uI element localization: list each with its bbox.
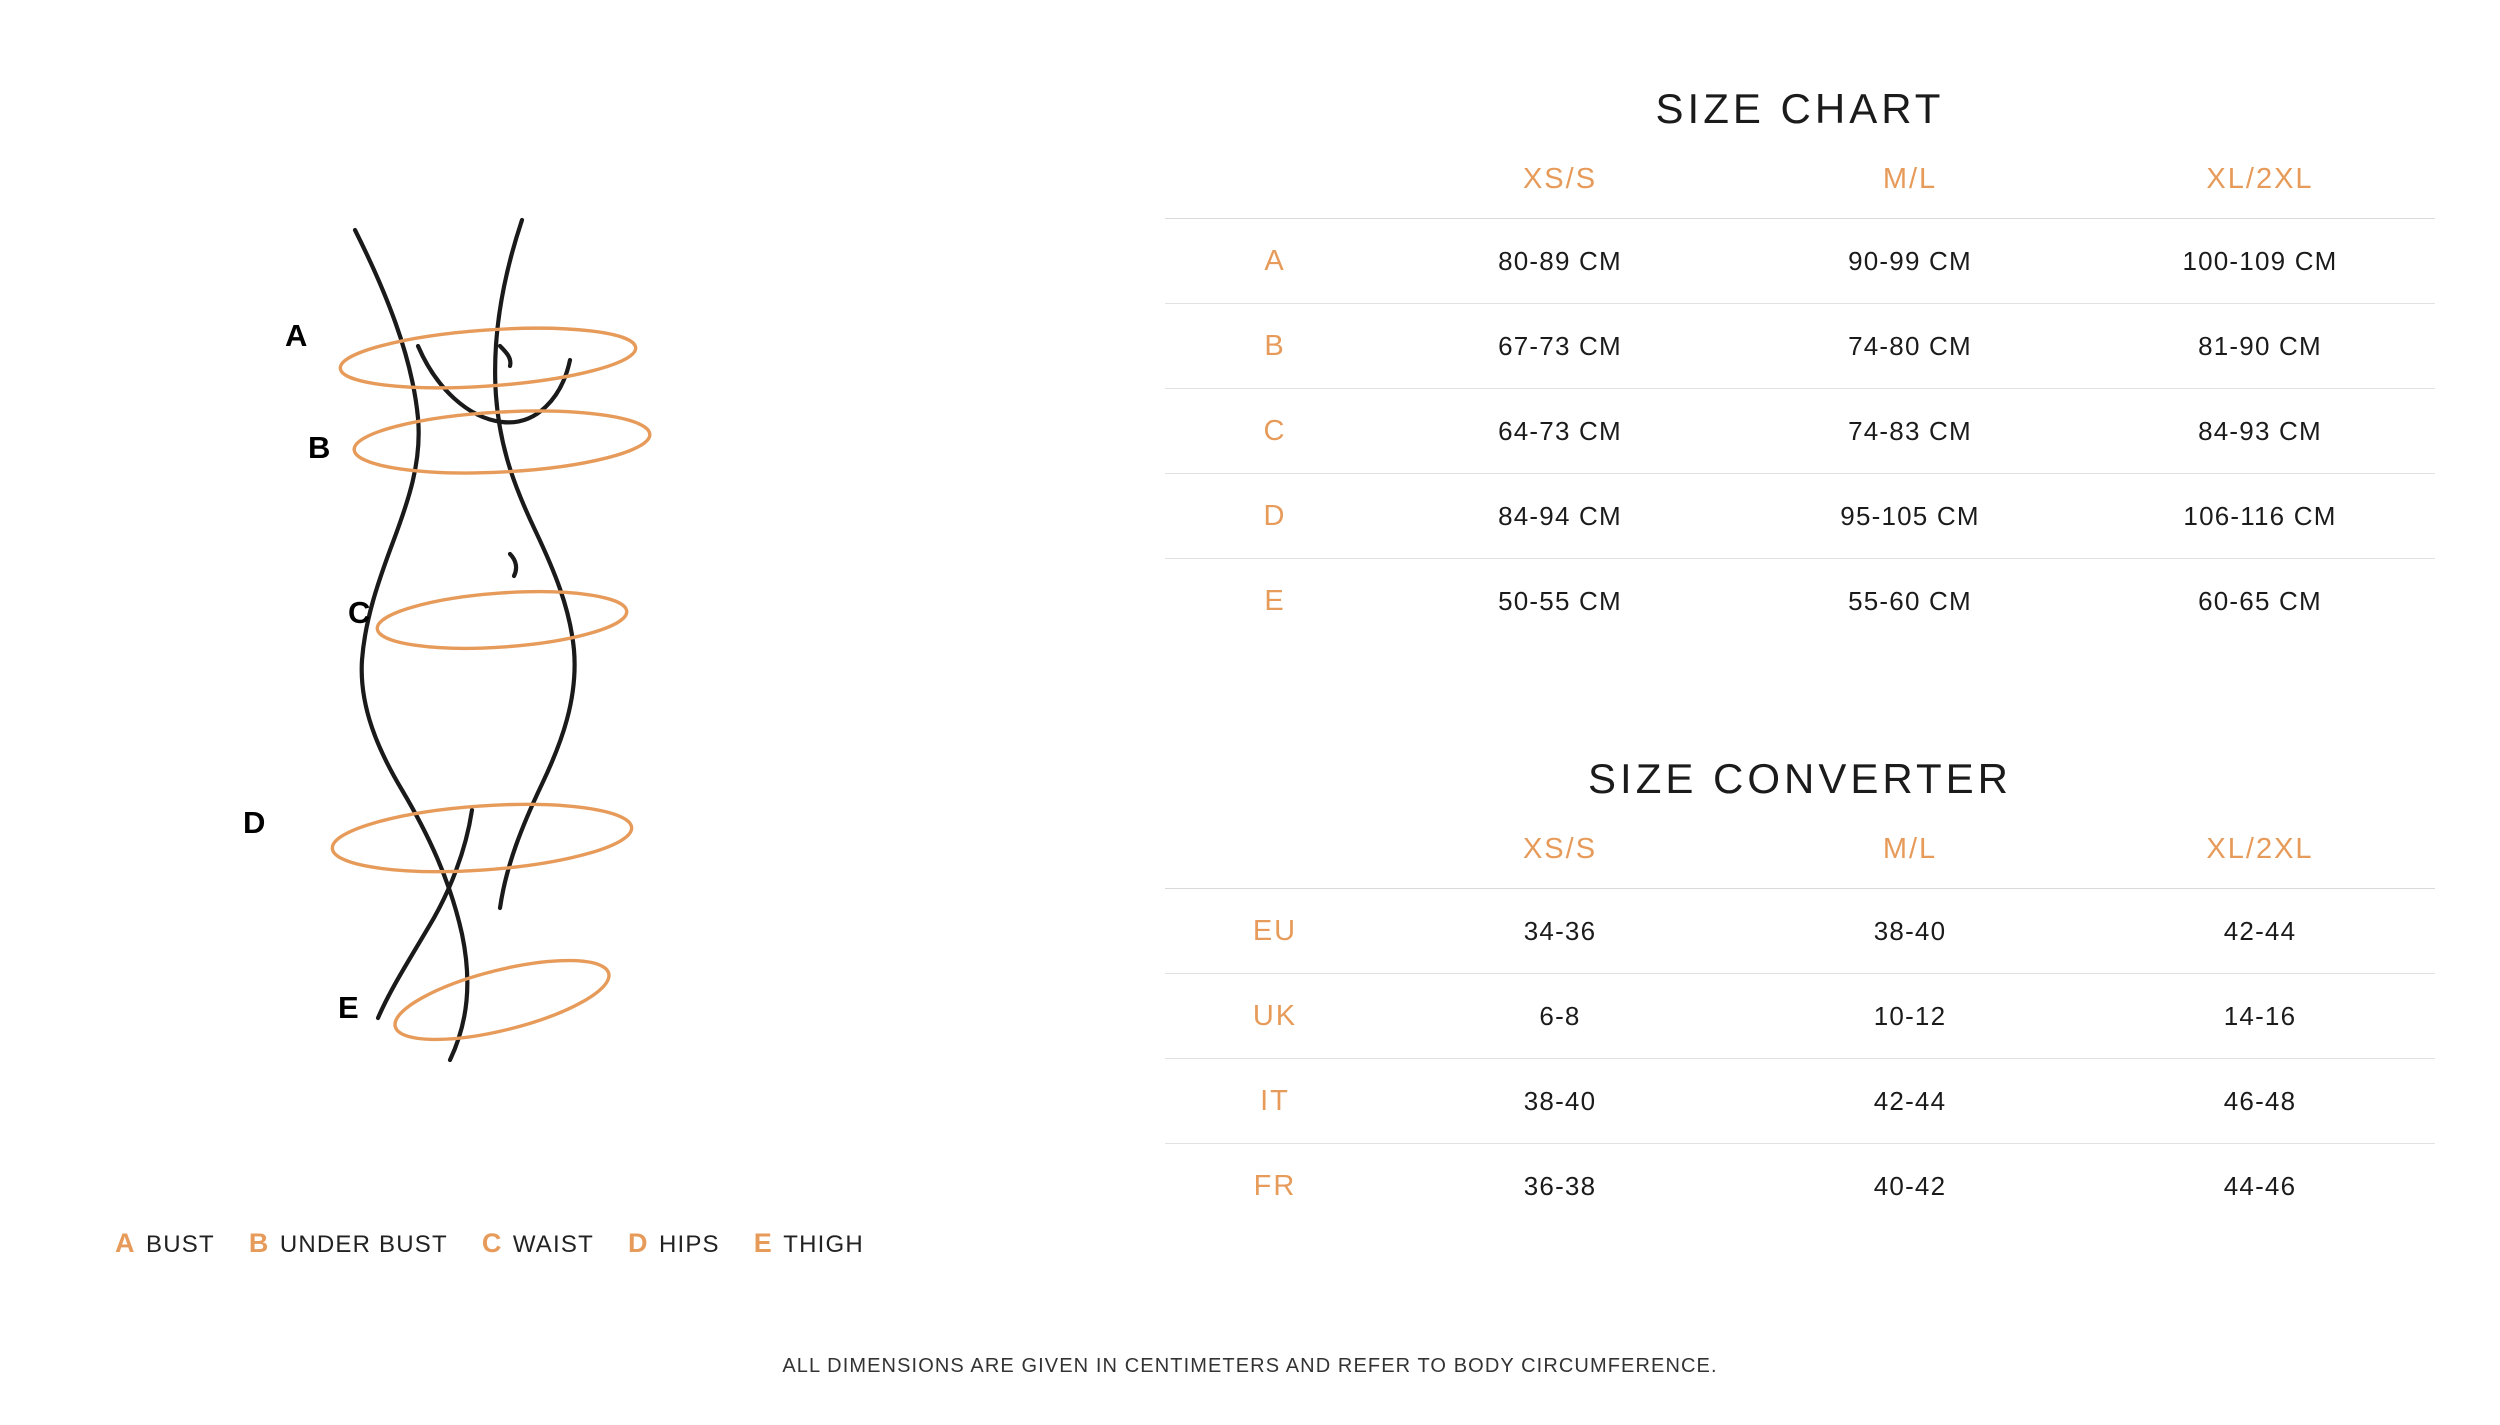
table-row — [1165, 474, 2435, 559]
table-row — [1165, 889, 2435, 974]
cell: 34-36 — [1385, 889, 1735, 974]
cell: 100-109 CM — [2085, 219, 2435, 304]
figure-marker-c: C — [348, 595, 372, 630]
size-chart-col-2: M/L — [1735, 133, 2085, 219]
size-converter-col-1: XS/S — [1385, 803, 1735, 889]
cell: 74-83 CM — [1735, 389, 2085, 474]
row-label: EU — [1165, 889, 1385, 974]
size-chart-table — [1165, 133, 2435, 643]
cell: 90-99 CM — [1735, 219, 2085, 304]
cell: 67-73 CM — [1385, 304, 1735, 389]
size-chart-col-3: XL/2XL — [2085, 133, 2435, 219]
cell: 38-40 — [1385, 1059, 1735, 1144]
cell: 81-90 CM — [2085, 304, 2435, 389]
table-row — [1165, 974, 2435, 1059]
cell: 84-94 CM — [1385, 474, 1735, 559]
legend — [115, 1228, 864, 1259]
size-chart-col-1: XS/S — [1385, 133, 1735, 219]
table-row — [1165, 1144, 2435, 1229]
size-converter-title: SIZE CONVERTER — [1588, 755, 2012, 802]
cell: 106-116 CM — [2085, 474, 2435, 559]
table-row — [1165, 1059, 2435, 1144]
row-label: A — [1165, 219, 1385, 304]
legend-item-c — [482, 1228, 594, 1259]
cell: 38-40 — [1735, 889, 2085, 974]
size-converter-col-3: XL/2XL — [2085, 803, 2435, 889]
cell: 40-42 — [1873, 1171, 1947, 1201]
measure-loop-a — [338, 320, 637, 397]
legend-item-d — [628, 1228, 720, 1259]
legend-letter: D — [627, 1228, 648, 1258]
cell: 50-55 CM — [1498, 586, 1622, 616]
cell: 60-65 CM — [2198, 586, 2322, 616]
row-label: FR — [1253, 1170, 1297, 1202]
cell: 42-44 — [2085, 889, 2435, 974]
row-label: UK — [1165, 974, 1385, 1059]
cell: 6-8 — [1385, 974, 1735, 1059]
row-label: E — [1264, 585, 1286, 617]
footnote: ALL DIMENSIONS ARE GIVEN IN CENTIMETERS AND REFER TO BODY CIRCUMFERENCE. — [782, 1355, 1718, 1377]
figure-marker-d: D — [243, 805, 267, 840]
legend-label: THIGH — [783, 1231, 864, 1258]
row-label: C — [1165, 389, 1385, 474]
cell: 44-46 — [2223, 1171, 2297, 1201]
legend-label: HIPS — [658, 1231, 720, 1258]
cell: 84-93 CM — [2085, 389, 2435, 474]
cell: 10-12 — [1735, 974, 2085, 1059]
figure-marker-b: B — [308, 430, 332, 465]
legend-item-a — [115, 1228, 215, 1259]
size-converter-col-0 — [1165, 803, 1385, 889]
legend-letter: A — [115, 1228, 135, 1258]
table-header-row — [1165, 133, 2435, 219]
size-converter-col-2: M/L — [1735, 803, 2085, 889]
cell: 95-105 CM — [1735, 474, 2085, 559]
size-converter-table — [1165, 803, 2435, 1228]
row-label: B — [1165, 304, 1385, 389]
cell: 14-16 — [2085, 974, 2435, 1059]
measure-loop-d — [330, 796, 634, 881]
measure-loop-e — [388, 944, 616, 1055]
table-row — [1165, 389, 2435, 474]
table-header-row — [1165, 803, 2435, 889]
body-illustration — [0, 0, 1090, 1425]
table-row — [1165, 219, 2435, 304]
cell: 74-80 CM — [1735, 304, 2085, 389]
figure-marker-a: A — [285, 318, 309, 353]
table-row — [1165, 304, 2435, 389]
cell: 80-89 CM — [1385, 219, 1735, 304]
table-row — [1165, 559, 2435, 644]
tables-column — [1100, 0, 2500, 1425]
body-figure-svg — [150, 150, 770, 1110]
row-label: IT — [1165, 1059, 1385, 1144]
figure-marker-e: E — [338, 990, 360, 1025]
row-label: D — [1165, 474, 1385, 559]
cell: 46-48 — [2085, 1059, 2435, 1144]
size-chart-col-0 — [1165, 133, 1385, 219]
legend-label: BUST — [146, 1231, 215, 1258]
legend-item-b — [249, 1228, 448, 1259]
cell: 64-73 CM — [1385, 389, 1735, 474]
cell: 42-44 — [1735, 1059, 2085, 1144]
legend-letter: B — [248, 1228, 269, 1258]
legend-letter: E — [753, 1228, 773, 1258]
legend-label: UNDER BUST — [279, 1231, 448, 1258]
legend-item-e — [754, 1228, 864, 1259]
measure-loop-c — [375, 584, 628, 655]
legend-label: WAIST — [512, 1231, 594, 1258]
legend-letter: C — [481, 1228, 502, 1258]
cell: 55-60 CM — [1848, 586, 1972, 616]
size-chart-title: SIZE CHART — [1655, 85, 1945, 132]
cell: 36-38 — [1523, 1171, 1597, 1201]
